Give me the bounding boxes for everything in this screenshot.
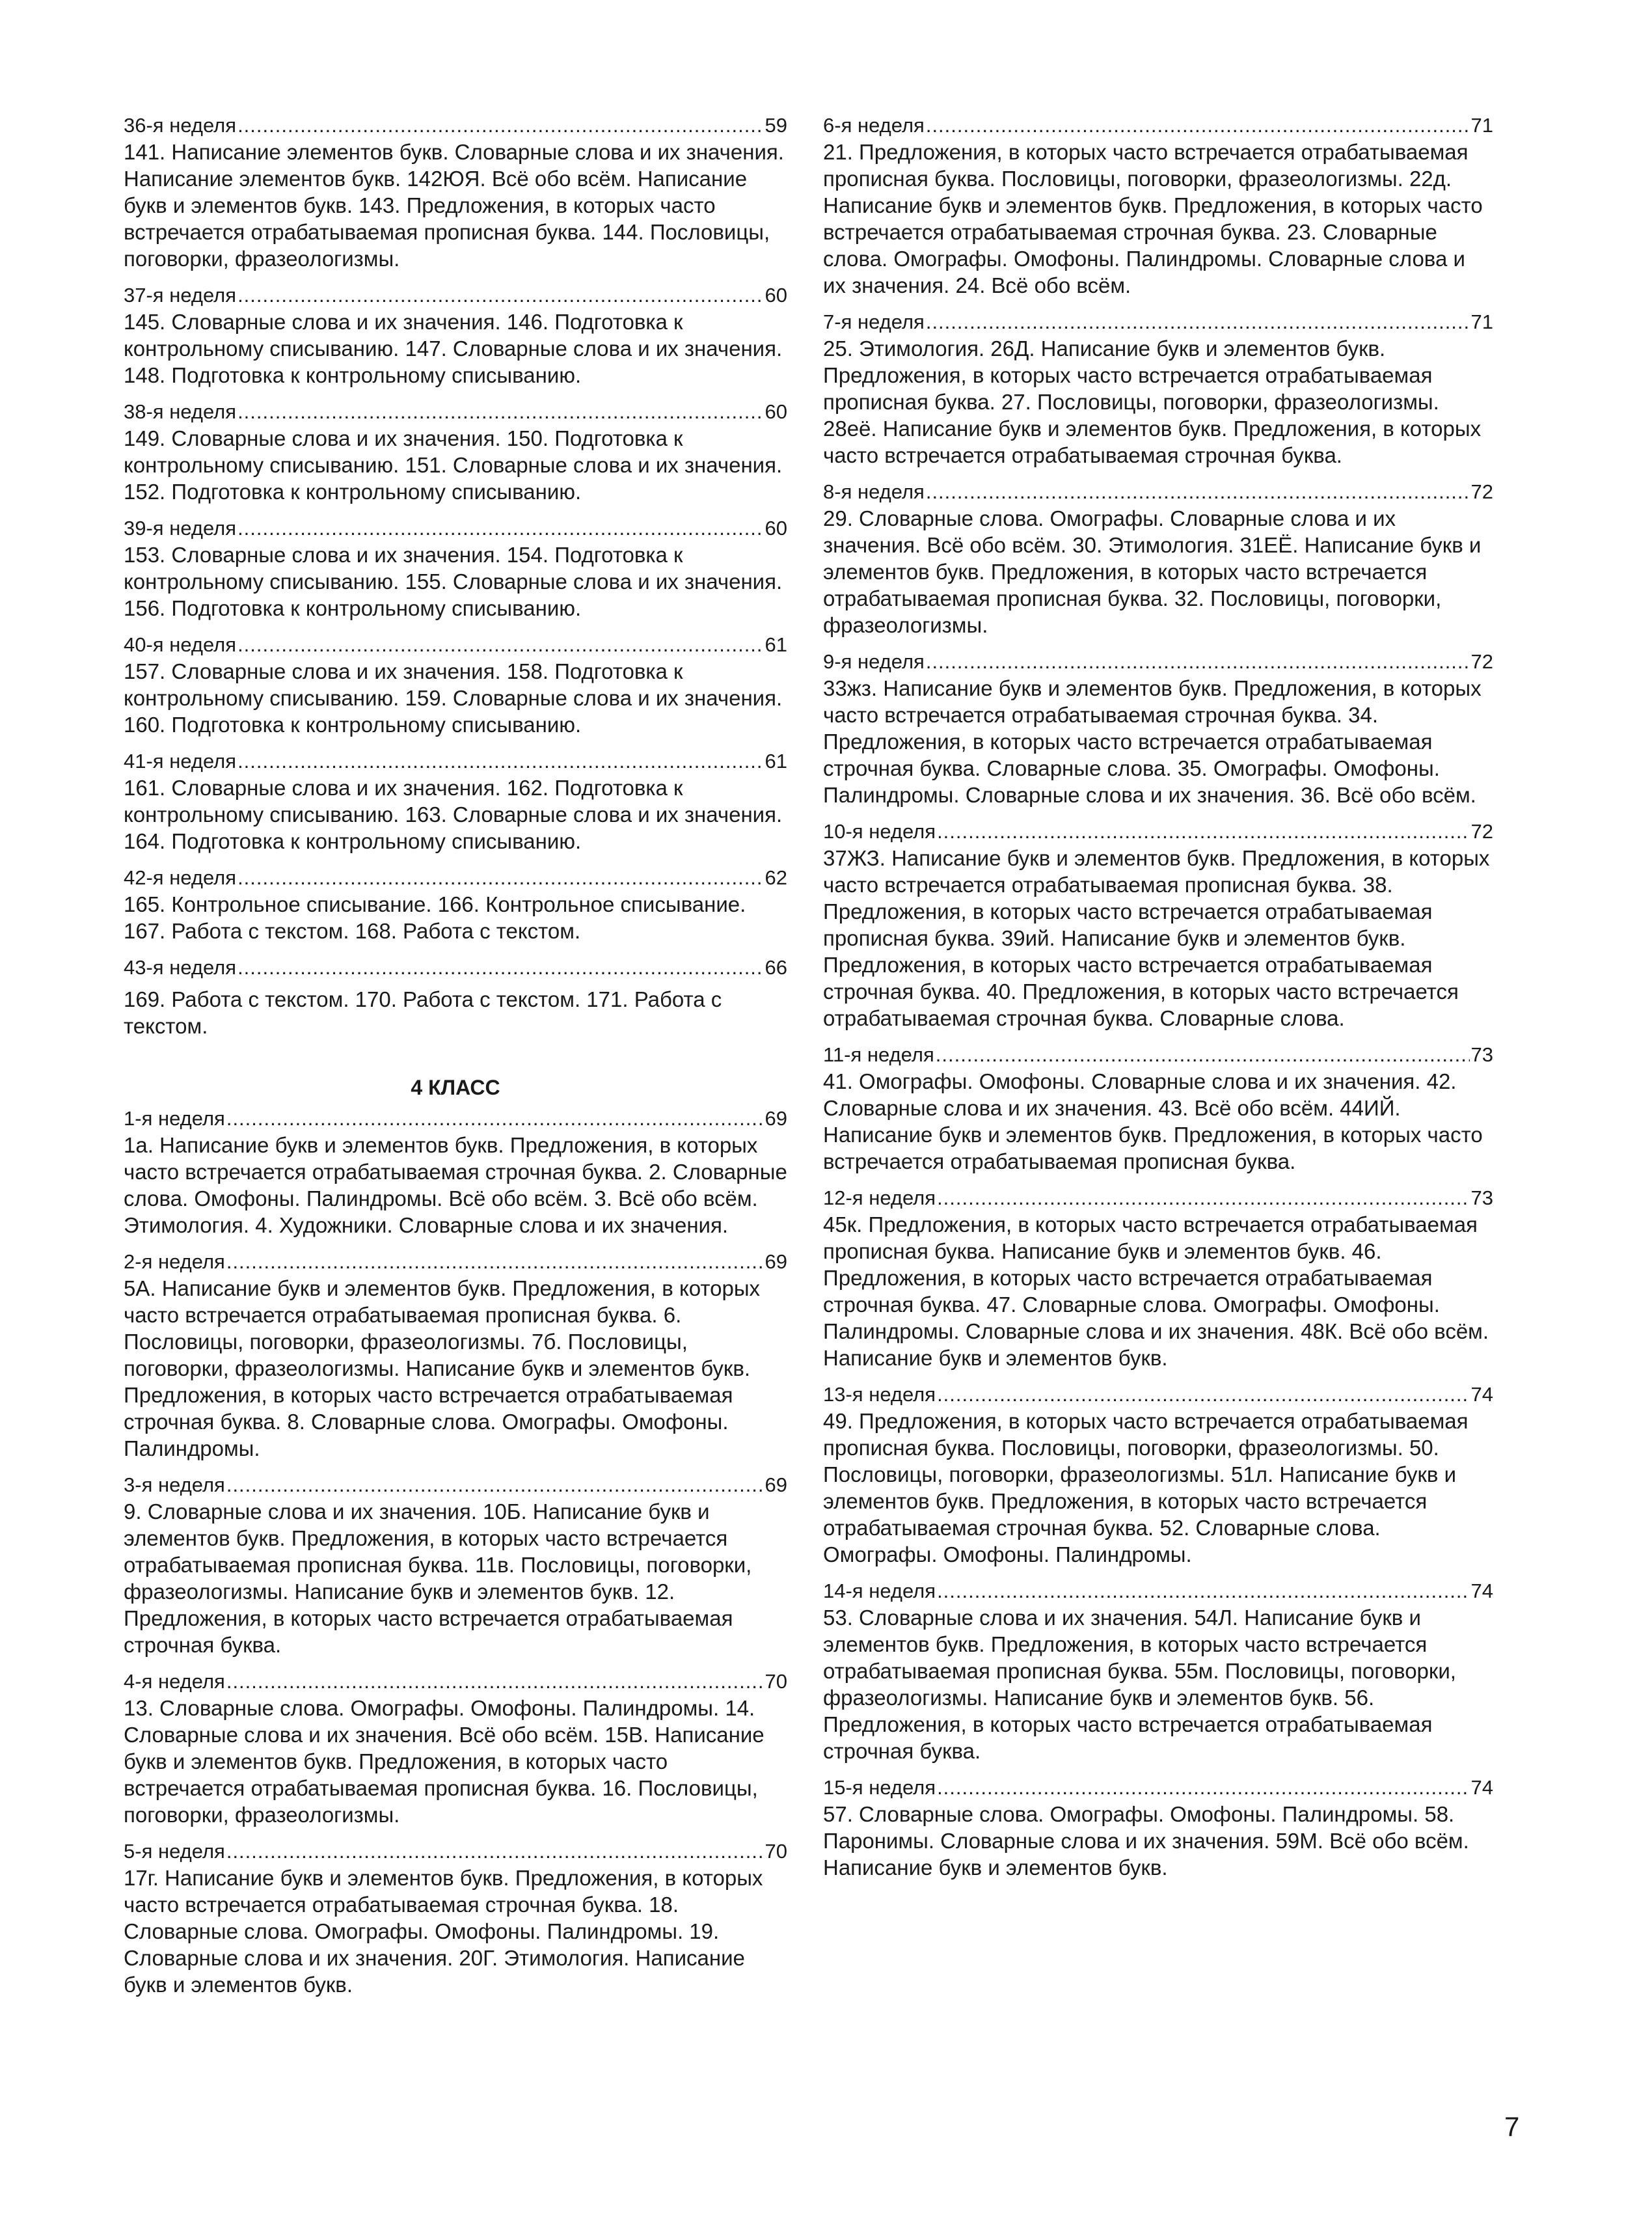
week-label: 7-я неделя <box>823 310 925 333</box>
dot-leader <box>937 818 1469 845</box>
page-ref: 72 <box>1470 650 1493 673</box>
toc-entry <box>823 818 1493 1032</box>
toc-entry-heading <box>124 1838 787 1865</box>
page-ref: 69 <box>765 1250 787 1273</box>
week-label: 11-я неделя <box>823 1043 934 1066</box>
page-ref: 71 <box>1470 310 1493 333</box>
page-ref: 69 <box>765 1473 787 1496</box>
week-label: 9-я неделя <box>823 650 925 673</box>
week-label: 12-я неделя <box>823 1186 936 1209</box>
toc-entry-heading <box>124 515 787 541</box>
dot-leader <box>237 398 763 425</box>
toc-entry-heading <box>124 1471 787 1498</box>
week-label: 37-я неделя <box>124 284 237 307</box>
dot-leader <box>226 1838 764 1865</box>
toc-entry-text: 5А. Написание букв и элементов букв. Предложения, в которых часто встречается отрабатываемая прописная буква. 6. Пословицы, поговорки, фразеологизмы. 7б. Пословицы, поговорки, фразеологизмы. Написание букв и элементов букв. Предложения, в которых часто встречается отрабатываемая строчная буква. 8. Словарные слова. Омографы. Омофоны. Палиндромы. <box>124 1276 761 1460</box>
toc-entry <box>124 1105 787 1238</box>
week-label: 10-я неделя <box>823 820 936 843</box>
toc-entry-heading <box>823 478 1493 505</box>
week-label: 2-я неделя <box>124 1250 225 1273</box>
toc-entry <box>124 1838 787 1998</box>
toc-entry-text: 45к. Предложения, в которых часто встречается отрабатываемая прописная буква. Написание букв и элементов букв. 46. Предложения, в которых часто встречается отрабатываемая строчная буква. 47. Словарные слова. Омографы. Омофоны. Палиндромы. Словарные слова и их значения. 48К. Всё обо всём. Написание букв и элементов букв. <box>823 1212 1489 1370</box>
toc-entry-text: 141. Написание элементов букв. Словарные слова и их значения. Написание элементов букв. 142ЮЯ. Всё обо всём. Написание букв и элементов букв. 143. Предложения, в которых часто встречается отрабатываемая прописная буква. 144. Пословицы, поговорки, фразеологизмы. <box>124 140 784 271</box>
week-label: 14-я неделя <box>823 1579 936 1602</box>
week-label: 41-я неделя <box>124 750 237 773</box>
toc-entry <box>823 1184 1493 1371</box>
dot-leader <box>237 631 763 658</box>
toc-entry <box>124 631 787 738</box>
toc-entry-text: 157. Словарные слова и их значения. 158. Подготовка к контрольному списыванию. 159. Словарные слова и их значения. 160. Подготовка к контрольному списыванию. <box>124 659 783 737</box>
toc-entry-text: 153. Словарные слова и их значения. 154. Подготовка к контрольному списыванию. 155. Словарные слова и их значения. 156. Подготовка к контрольному списыванию. <box>124 543 783 620</box>
dot-leader <box>936 1041 1470 1068</box>
week-label: 8-я неделя <box>823 480 925 503</box>
page-ref: 60 <box>765 400 787 423</box>
page-ref: 61 <box>765 750 787 773</box>
toc-entry <box>124 864 787 944</box>
dot-leader <box>226 1471 764 1498</box>
dot-leader <box>926 478 1470 505</box>
toc-entry-heading <box>124 112 787 139</box>
page-number: 7 <box>1504 2111 1520 2142</box>
toc-entry <box>823 1381 1493 1568</box>
toc-entry <box>124 1668 787 1828</box>
page-ref: 72 <box>1470 480 1493 503</box>
toc-entry-text: 33жз. Написание букв и элементов букв. Предложения, в которых часто встречается отрабатываемая строчная буква. 34. Предложения, в которых часто встречается отрабатываемая строчная буква. Словарные слова. 35. Омографы. Омофоны. Палиндромы. Словарные слова и их значения. 36. Всё обо всём. <box>823 676 1482 807</box>
toc-entry-text: 149. Словарные слова и их значения. 150. Подготовка к контрольному списыванию. 151. Словарные слова и их значения. 152. Подготовка к контрольному списыванию. <box>124 426 783 504</box>
section-title: 4 КЛАСС <box>411 1076 500 1099</box>
right-column <box>823 112 1493 1891</box>
toc-entry-text: 57. Словарные слова. Омографы. Омофоны. Палиндромы. 58. Паронимы. Словарные слова и их значения. 59М. Всё обо всём. Написание букв и элементов букв. <box>823 1802 1469 1880</box>
toc-entry-text: 29. Словарные слова. Омографы. Словарные слова и их значения. Всё обо всём. 30. Этимология. 31ЕЁ. Написание букв и элементов букв. Предложения, в которых часто встречается отрабатываемая прописная буква. 32. Пословицы, поговорки, фразеологизмы. <box>823 506 1482 637</box>
week-label: 15-я неделя <box>823 1776 936 1799</box>
week-label: 38-я неделя <box>124 400 237 423</box>
toc-entry-text: 41. Омографы. Омофоны. Словарные слова и их значения. 42. Словарные слова и их значения. 43. Всё обо всём. 44ИЙ. Написание букв и элементов букв. Предложения, в которых часто встречается отрабатываемая прописная буква. <box>823 1069 1483 1173</box>
week-label: 36-я неделя <box>124 114 237 137</box>
dot-leader <box>926 648 1470 675</box>
page-ref: 62 <box>765 866 787 889</box>
page-ref: 66 <box>765 956 787 979</box>
toc-entry-heading <box>823 1381 1493 1408</box>
dot-leader <box>237 282 763 308</box>
toc-entry-text: 1а. Написание букв и элементов букв. Предложения, в которых часто встречается отрабатываемая строчная буква. 2. Словарные слова. Омофоны. Палиндромы. Всё обо всём. 3. Всё обо всём. Этимология. 4. Художники. Словарные слова и их значения. <box>124 1133 787 1237</box>
toc-entry <box>124 1248 787 1462</box>
toc-entry-heading <box>823 112 1493 139</box>
page-ref: 73 <box>1470 1186 1493 1209</box>
toc-entry <box>124 748 787 855</box>
dot-leader <box>226 1668 764 1695</box>
toc-entry-text: 145. Словарные слова и их значения. 146. Подготовка к контрольному списыванию. 147. Словарные слова и их значения. 148. Подготовка к контрольному списыванию. <box>124 310 783 387</box>
dot-leader <box>926 112 1470 139</box>
toc-entry <box>823 112 1493 299</box>
toc-entry <box>823 1041 1493 1175</box>
toc-entry-heading <box>823 1184 1493 1211</box>
toc-entry-heading <box>124 1105 787 1132</box>
right-entries <box>823 112 1493 1881</box>
toc-entry-heading <box>823 818 1493 845</box>
dot-leader <box>237 748 763 774</box>
toc-entry-heading <box>124 864 787 891</box>
dot-leader <box>237 864 763 891</box>
toc-entry-heading <box>124 631 787 658</box>
toc-entry-text: 37ЖЗ. Написание букв и элементов букв. Предложения, в которых часто встречается отрабатываемая прописная буква. 38. Предложения, в которых часто встречается отрабатываемая прописная буква. 39ий. Написание букв и элементов букв. Предложения, в которых часто встречается отрабатываемая строчная буква. 40. Предложения, в которых часто встречается отрабатываемая строчная буква. Словарные слова. <box>823 846 1490 1030</box>
toc-entry-heading <box>124 398 787 425</box>
left-column <box>124 112 787 2008</box>
page-ref: 60 <box>765 284 787 307</box>
toc-entry <box>823 478 1493 638</box>
toc-entry-text: 169. Работа с текстом. 170. Работа с текстом. 171. Работа с текстом. <box>124 987 722 1038</box>
toc-entry <box>823 1578 1493 1764</box>
toc-entry-heading <box>823 648 1493 675</box>
toc-entry-text: 21. Предложения, в которых часто встречается отрабатываемая прописная буква. Пословицы, поговорки, фразеологизмы. 22д. Написание букв и элементов букв. Предложения, в которых часто встречается отрабатываемая строчная буква. 23. Словарные слова. Омографы. Омофоны. Палиндромы. Словарные слова и их значения. 24. Всё обо всём. <box>823 140 1483 297</box>
page-ref: 72 <box>1470 820 1493 843</box>
dot-leader <box>937 1184 1469 1211</box>
dot-leader <box>937 1578 1469 1604</box>
dot-leader <box>937 1774 1469 1801</box>
page-ref: 74 <box>1470 1383 1493 1406</box>
toc-entry-heading <box>124 1668 787 1695</box>
toc-entry-text: 49. Предложения, в которых часто встречается отрабатываемая прописная буква. Пословицы, поговорки, фразеологизмы. 50. Пословицы, поговорки, фразеологизмы. 51л. Написание букв и элементов букв. Предложения, в которых часто встречается отрабатываемая строчная буква. 52. Словарные слова. Омографы. Омофоны. Палиндромы. <box>823 1409 1469 1566</box>
toc-entry-heading <box>124 748 787 774</box>
toc-entry-text: 161. Словарные слова и их значения. 162. Подготовка к контрольному списыванию. 163. Словарные слова и их значения. 164. Подготовка к контрольному списыванию. <box>124 776 783 853</box>
toc-entry <box>124 1471 787 1658</box>
week-label: 40-я неделя <box>124 633 237 656</box>
page-ref: 73 <box>1470 1043 1493 1066</box>
toc-entry-heading <box>823 1774 1493 1801</box>
page-ref: 70 <box>765 1840 787 1863</box>
page-ref: 59 <box>765 114 787 137</box>
week-label: 5-я неделя <box>124 1840 225 1863</box>
page-ref: 70 <box>765 1670 787 1693</box>
toc-entry-heading <box>823 308 1493 335</box>
toc-entry <box>124 282 787 389</box>
toc-entry-text: 165. Контрольное списывание. 166. Контрольное списывание. 167. Работа с текстом. 168. Работа с текстом. <box>124 892 746 943</box>
toc-entry-heading <box>823 1041 1493 1068</box>
toc-entry <box>823 308 1493 469</box>
week-label: 43-я неделя <box>124 956 237 979</box>
toc-entry <box>124 398 787 505</box>
dot-leader <box>937 1381 1469 1408</box>
toc-entry-heading <box>124 282 787 308</box>
page-ref: 74 <box>1470 1579 1493 1602</box>
toc-entry <box>124 112 787 272</box>
toc-entry <box>823 648 1493 808</box>
toc-entry-heading <box>124 1248 787 1275</box>
week-label: 13-я неделя <box>823 1383 936 1406</box>
page-ref: 60 <box>765 517 787 540</box>
week-label: 39-я неделя <box>124 517 237 540</box>
week-label: 3-я неделя <box>124 1473 225 1496</box>
dot-leader <box>226 1105 764 1132</box>
page-ref: 71 <box>1470 114 1493 137</box>
week-label: 1-я неделя <box>124 1107 225 1130</box>
dot-leader <box>237 515 763 541</box>
left-entries-before <box>124 112 787 1039</box>
dot-leader <box>237 112 763 139</box>
dot-leader <box>926 308 1470 335</box>
week-label: 6-я неделя <box>823 114 925 137</box>
week-label: 42-я неделя <box>124 866 237 889</box>
toc-entry <box>124 515 787 622</box>
page-ref: 74 <box>1470 1776 1493 1799</box>
toc-entry-heading <box>823 1578 1493 1604</box>
toc-entry-text: 13. Словарные слова. Омографы. Омофоны. Палиндромы. 14. Словарные слова и их значения. Всё обо всём. 15В. Написание букв и элементов букв. Предложения, в которых часто встречается отрабатываемая прописная буква. 16. Пословицы, поговорки, фразеологизмы. <box>124 1696 765 1827</box>
toc-entry <box>823 1774 1493 1881</box>
left-entries-after <box>124 1105 787 1998</box>
toc-entry-heading <box>124 954 787 981</box>
toc-entry <box>124 954 787 1039</box>
toc-entry-text: 53. Словарные слова и их значения. 54Л. Написание букв и элементов букв. Предложения, в которых часто встречается отрабатываемая прописная буква. 55м. Пословицы, поговорки, фразеологизмы. Написание букв и элементов букв. 56. Предложения, в которых часто встречается отрабатываемая строчная буква. <box>823 1606 1456 1763</box>
dot-leader <box>226 1248 764 1275</box>
toc-entry-text: 25. Этимология. 26Д. Написание букв и элементов букв. Предложения, в которых часто встречается отрабатываемая прописная буква. 27. Пословицы, поговорки, фразеологизмы. 28её. Написание букв и элементов букв. Предложения, в которых часто встречается отрабатываемая строчная буква. <box>823 336 1482 467</box>
dot-leader <box>237 954 763 981</box>
toc-entry-text: 9. Словарные слова и их значения. 10Б. Написание букв и элементов букв. Предложения, в которых часто встречается отрабатываемая прописная буква. 11в. Пословицы, поговорки, фразеологизмы. Написание букв и элементов букв. 12. Предложения, в которых часто встречается отрабатываемая строчная буква. <box>124 1499 752 1657</box>
toc-entry-text: 17г. Написание букв и элементов букв. Предложения, в которых часто встречается отрабатываемая строчная буква. 18. Словарные слова. Омографы. Омофоны. Палиндромы. 19. Словарные слова и их значения. 20Г. Этимология. Написание букв и элементов букв. <box>124 1866 763 1997</box>
page-ref: 61 <box>765 633 787 656</box>
page-ref: 69 <box>765 1107 787 1130</box>
week-label: 4-я неделя <box>124 1670 225 1693</box>
